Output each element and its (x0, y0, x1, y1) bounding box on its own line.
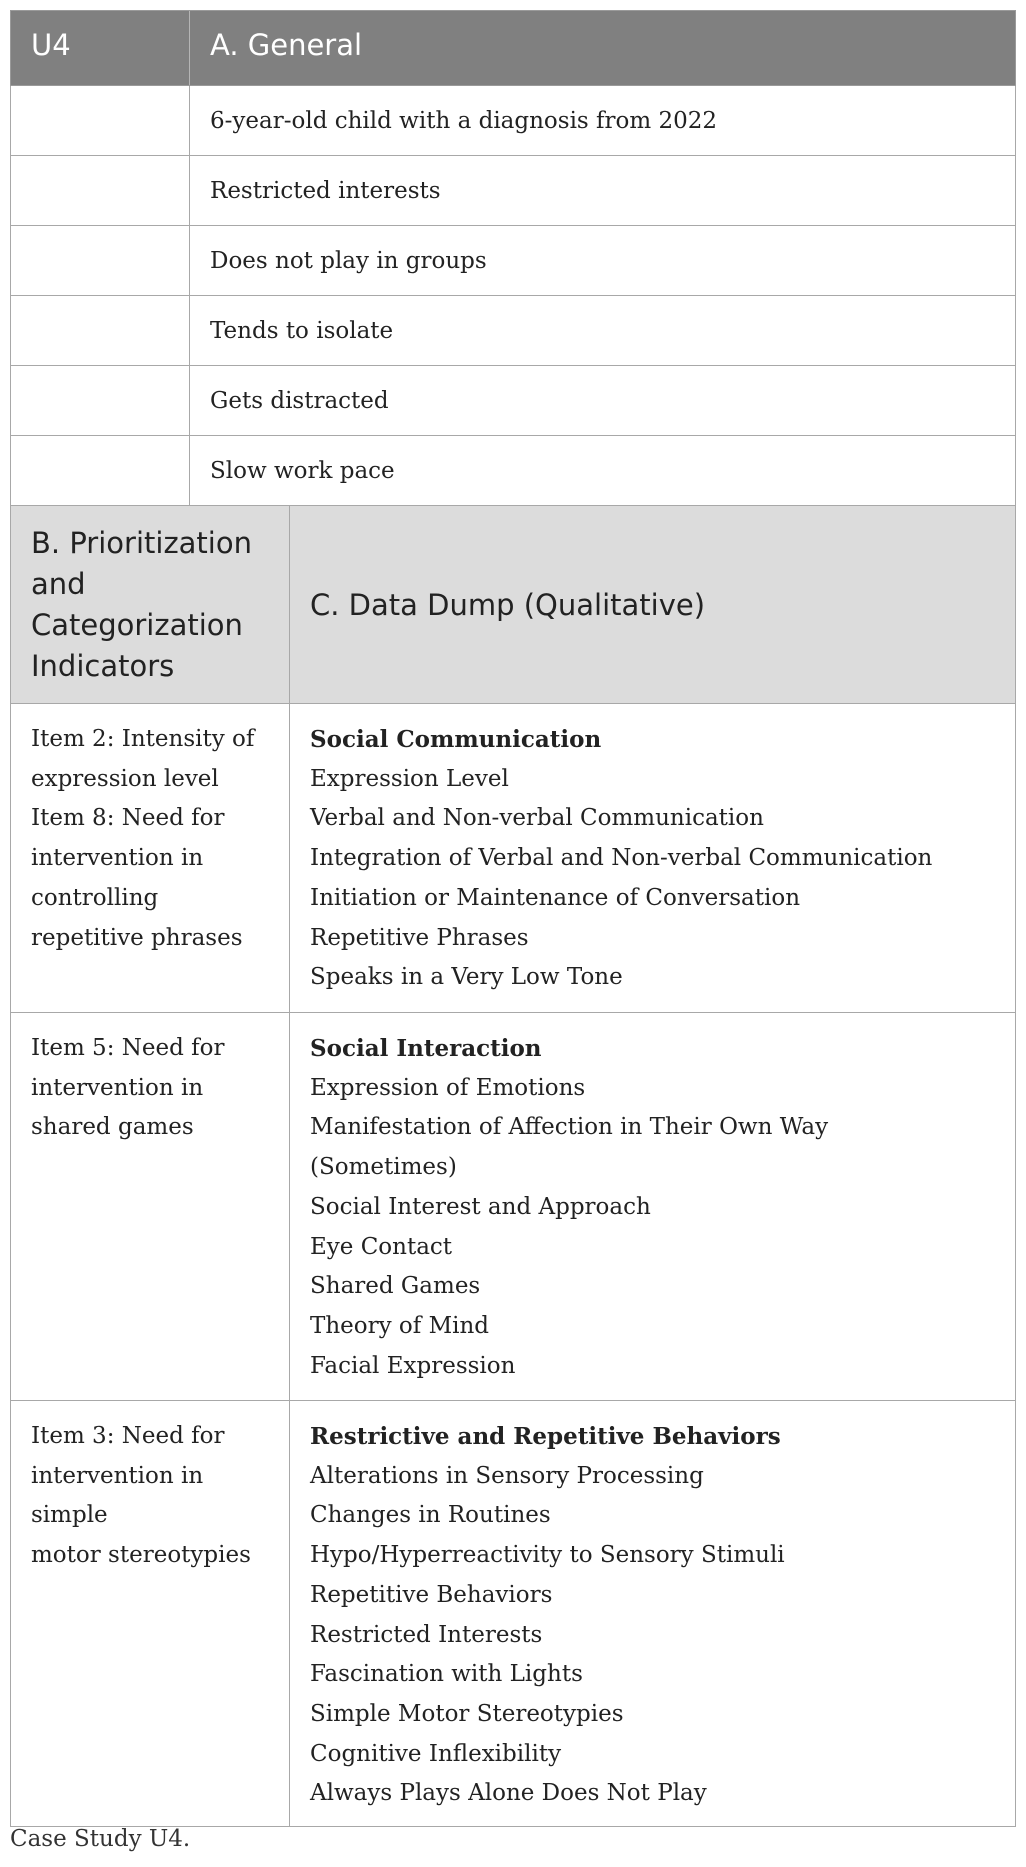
list-item: Initiation or Maintenance of Conversation (310, 884, 801, 911)
indicators-header: B. Prioritization and Categorization Indicators (11, 506, 290, 703)
data-dump-header: C. Data Dump (Qualitative) (310, 587, 706, 622)
general-item: Tends to isolate (210, 317, 394, 344)
list-item: Changes in Routines (310, 1502, 551, 1529)
case-study-table (10, 10, 1016, 1827)
list-item: Hypo/Hyperreactivity to Sensory Stimuli (310, 1542, 785, 1569)
indicator-cell: Item 2: Intensity of expression level Item 8: Need for intervention in controlling repetitive phrases (11, 704, 290, 1012)
list-item: Manifestation of Affection in Their Own Way (310, 1114, 829, 1141)
list-item: Eye Contact (310, 1233, 453, 1260)
list-item: Repetitive Behaviors (310, 1581, 553, 1608)
general-row (10, 86, 1016, 156)
general-row (10, 296, 1016, 366)
category-title: Restrictive and Repetitive Behaviors (310, 1423, 781, 1450)
general-header-row (10, 10, 1016, 86)
indicator-cell: Item 5: Need for intervention in shared games (11, 1013, 290, 1400)
case-id-header: U4 (11, 11, 190, 85)
general-item: Gets distracted (210, 387, 389, 414)
indicator-cell: Item 3: Need for intervention in simple motor stereotypies (11, 1401, 290, 1826)
general-row (10, 436, 1016, 506)
list-item: Simple Motor Stereotypies (310, 1700, 624, 1727)
list-item: Theory of Mind (310, 1312, 490, 1339)
list-item: Expression Level (310, 765, 509, 792)
table-row (10, 1401, 1016, 1827)
category-title: Social Communication (310, 726, 602, 753)
list-item: Always Plays Alone Does Not Play (310, 1780, 707, 1807)
indicators-header-row (10, 506, 1016, 704)
general-row (10, 366, 1016, 436)
general-item: 6-year-old child with a diagnosis from 2022 (210, 107, 718, 134)
general-row (10, 156, 1016, 226)
list-item: Alterations in Sensory Processing (310, 1462, 704, 1489)
list-item: Shared Games (310, 1273, 481, 1300)
data-dump-cell (290, 1013, 1015, 1400)
list-item: Restricted Interests (310, 1621, 543, 1648)
list-item: (Sometimes) (310, 1154, 457, 1181)
data-dump-cell (290, 1401, 1015, 1826)
list-item: Expression of Emotions (310, 1074, 586, 1101)
category-title: Social Interaction (310, 1035, 542, 1062)
table-row (10, 1013, 1016, 1401)
table-row (10, 704, 1016, 1013)
list-item: Fascination with Lights (310, 1661, 583, 1688)
table-caption: Case Study U4. (10, 1826, 191, 1852)
list-item: Social Interest and Approach (310, 1193, 651, 1220)
list-item: Repetitive Phrases (310, 924, 529, 951)
list-item: Cognitive Inflexibility (310, 1740, 562, 1767)
data-dump-cell (290, 704, 1015, 1012)
list-item: Verbal and Non-verbal Communication (310, 805, 764, 832)
list-item: Facial Expression (310, 1352, 516, 1379)
general-row (10, 226, 1016, 296)
general-header: A. General (210, 28, 363, 62)
general-item: Slow work pace (210, 457, 395, 484)
list-item: Speaks in a Very Low Tone (310, 964, 623, 991)
general-item: Does not play in groups (210, 247, 487, 274)
general-item: Restricted interests (210, 177, 441, 204)
list-item: Integration of Verbal and Non-verbal Communication (310, 845, 933, 872)
